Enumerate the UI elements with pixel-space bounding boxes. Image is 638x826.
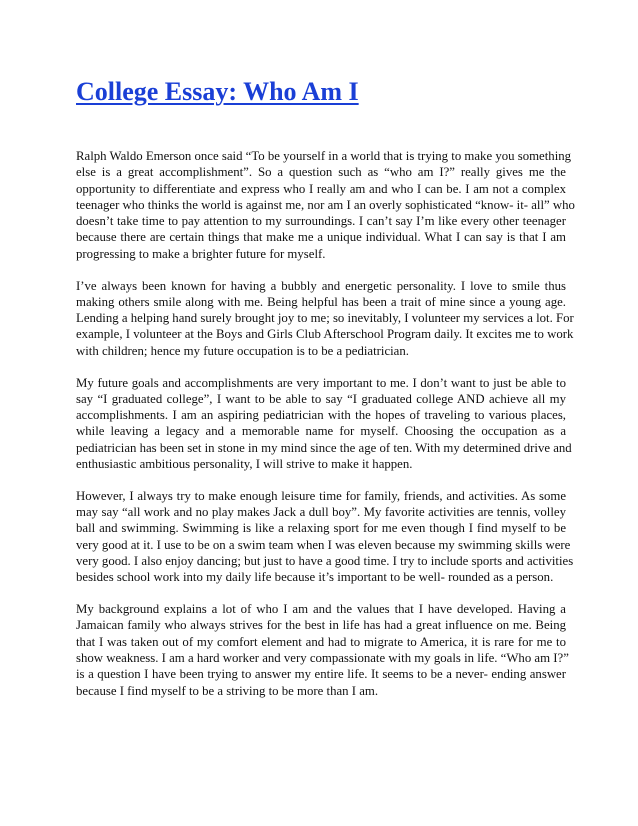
essay-paragraph [76,148,575,262]
paragraph-line: example, I volunteer at the Boys and Girls Club Afterschool Program daily. It excites me to work [76,327,574,342]
paragraph-line: else is a great accomplishment”. So a question such as “who am I?” really gives me the [76,165,566,180]
paragraph-line: doesn’t take time to pay attention to my surroundings. I can’t say I’m like every other teenager [76,214,566,229]
essay-paragraph [76,601,569,699]
essay-paragraph [76,375,572,473]
paragraph-line: However, I always try to make enough leisure time for family, friends, and activities. As some [76,488,566,503]
paragraph-line: ball and swimming. Swimming is like a relaxing sport for me even though I find myself to be [76,521,566,536]
paragraph-line: say “I graduated college”, I want to be able to say “I graduated college AND achieve all my [76,391,566,406]
paragraph-line: opportunity to differentiate and express who I really am and who I can be. I am not a complex [76,181,566,196]
paragraph-line: My future goals and accomplishments are very important to me. I don’t want to just be able to [76,375,566,390]
paragraph-line: show weakness. I am a hard worker and very compassionate with my goals in life. “Who am I?” [76,651,569,666]
paragraph-line: Lending a helping hand surely brought joy to me; so inevitably, I volunteer my services a lot. For [76,311,574,326]
paragraph-line: that I was taken out of my comfort element and had to migrate to America, it is rare for me to [76,634,566,649]
paragraph-line: making others smile along with me. Being helpful has been a trait of mine since a young age. [76,294,566,309]
paragraph-line: because I find myself to be a striving to be more than I am. [76,683,379,698]
essay-body [76,148,575,714]
paragraph-line: very good. I also enjoy dancing; but just to have a good time. I try to include sports and activities [76,554,574,569]
paragraph-line: with children; hence my future occupation is to be a pediatrician. [76,343,409,358]
paragraph-line: is a question I have been trying to answer my entire life. It seems to be a never- ending answer [76,667,566,682]
paragraph-line: besides school work into my daily life because it’s important to be well- rounded as a person. [76,570,554,585]
paragraph-line: enthusiastic ambitious personality, I will strive to make it happen. [76,457,413,472]
paragraph-line: accomplishments. I am an aspiring pediatrician with the hopes of traveling to various places, [76,408,566,423]
paragraph-line: Ralph Waldo Emerson once said “To be yourself in a world that is trying to make you something [76,149,572,163]
essay-paragraph [76,488,574,586]
essay-paragraph [76,278,574,359]
document-title: College Essay: Who Am I [76,77,359,106]
paragraph-line: I’ve always been known for having a bubbly and energetic personality. I love to smile thus [76,278,566,293]
paragraph-line: very good at it. I use to be on a swim team when I was eleven because my swimming skills were [76,537,571,552]
paragraph-line: Jamaican family who always strives for the best in life has had a great influence on me. Being [76,618,566,633]
paragraph-line: may say “all work and no play makes Jack a dull boy”. My favorite activities are tennis, volley [76,505,566,520]
paragraph-line: pediatrician has been set in stone in my mind since the age of ten. With my determined drive and [76,440,572,455]
paragraph-line: teenager who thinks the world is against me, nor am I an overly sophisticated “know- it- all” who [76,197,575,212]
paragraph-line: while leaving a legacy and a memorable name for myself. Choosing the occupation as a [76,424,566,439]
paragraph-line: My background explains a lot of who I am and the values that I have developed. Having a [76,602,566,617]
paragraph-line: because there are certain things that make me a unique individual. What I can say is that I am [76,230,566,245]
paragraph-line: progressing to make a brighter future for myself. [76,246,326,261]
